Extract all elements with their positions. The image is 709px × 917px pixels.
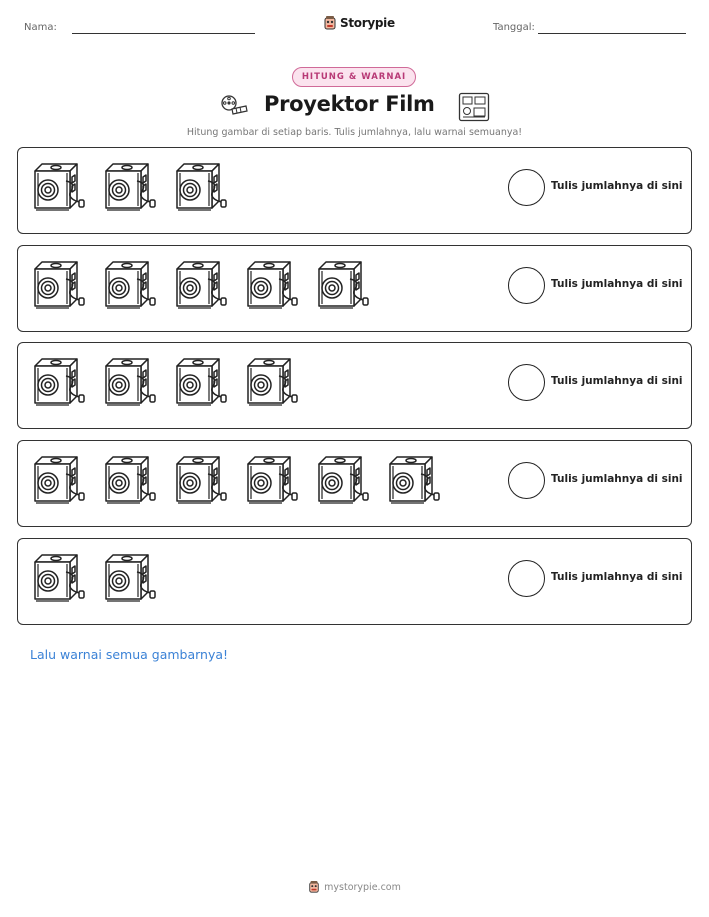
answer-label: Tulis jumlahnya di sini bbox=[551, 278, 683, 290]
answer-label: Tulis jumlahnya di sini bbox=[551, 571, 683, 583]
film-projector-icon bbox=[30, 356, 86, 408]
instructions: Hitung gambar di setiap baris. Tulis jumlahnya, lalu warnai semuanya! bbox=[186, 127, 523, 138]
film-projector-icon bbox=[101, 552, 157, 604]
counting-row bbox=[17, 245, 692, 332]
name-label: Nama: bbox=[24, 22, 57, 33]
answer-circle[interactable] bbox=[508, 169, 545, 206]
answer-label: Tulis jumlahnya di sini bbox=[551, 180, 683, 192]
film-projector-icon bbox=[314, 259, 370, 311]
name-line[interactable] bbox=[72, 33, 255, 34]
footer-url: mystorypie.com bbox=[324, 881, 401, 893]
footer bbox=[0, 880, 709, 894]
film-projector-icon bbox=[243, 454, 299, 506]
brand bbox=[323, 15, 395, 31]
film-projector-icon bbox=[30, 161, 86, 213]
footer-note: Lalu warnai semua gambarnya! bbox=[30, 647, 229, 662]
date-label: Tanggal: bbox=[493, 22, 535, 33]
film-projector-icon bbox=[30, 552, 86, 604]
film-projector-icon bbox=[101, 161, 157, 213]
film-projector-icon bbox=[385, 454, 441, 506]
film-reel-icon bbox=[220, 94, 250, 116]
counting-row bbox=[17, 342, 692, 429]
film-projector-icon bbox=[101, 356, 157, 408]
film-projector-icon bbox=[30, 259, 86, 311]
counting-row bbox=[17, 147, 692, 234]
answer-label: Tulis jumlahnya di sini bbox=[551, 375, 683, 387]
film-projector-icon bbox=[172, 454, 228, 506]
counting-row bbox=[17, 538, 692, 625]
category-badge: HITUNG & WARNAI bbox=[292, 67, 416, 87]
answer-circle[interactable] bbox=[508, 364, 545, 401]
brand-name: Storypie bbox=[340, 16, 395, 30]
answer-label: Tulis jumlahnya di sini bbox=[551, 473, 683, 485]
film-projector-icon bbox=[314, 454, 370, 506]
counting-row bbox=[17, 440, 692, 527]
date-line[interactable] bbox=[538, 33, 686, 34]
cinema-screen-icon bbox=[458, 92, 490, 122]
answer-circle[interactable] bbox=[508, 267, 545, 304]
film-projector-icon bbox=[101, 454, 157, 506]
film-projector-icon bbox=[172, 161, 228, 213]
answer-circle[interactable] bbox=[508, 560, 545, 597]
storypie-logo-icon bbox=[308, 880, 320, 894]
storypie-logo-icon bbox=[323, 15, 337, 31]
worksheet-header bbox=[0, 14, 709, 42]
film-projector-icon bbox=[30, 454, 86, 506]
film-projector-icon bbox=[172, 259, 228, 311]
film-projector-icon bbox=[243, 259, 299, 311]
page-title: Proyektor Film bbox=[264, 92, 435, 116]
film-projector-icon bbox=[101, 259, 157, 311]
film-projector-icon bbox=[172, 356, 228, 408]
title-row bbox=[0, 92, 709, 122]
film-projector-icon bbox=[243, 356, 299, 408]
answer-circle[interactable] bbox=[508, 462, 545, 499]
